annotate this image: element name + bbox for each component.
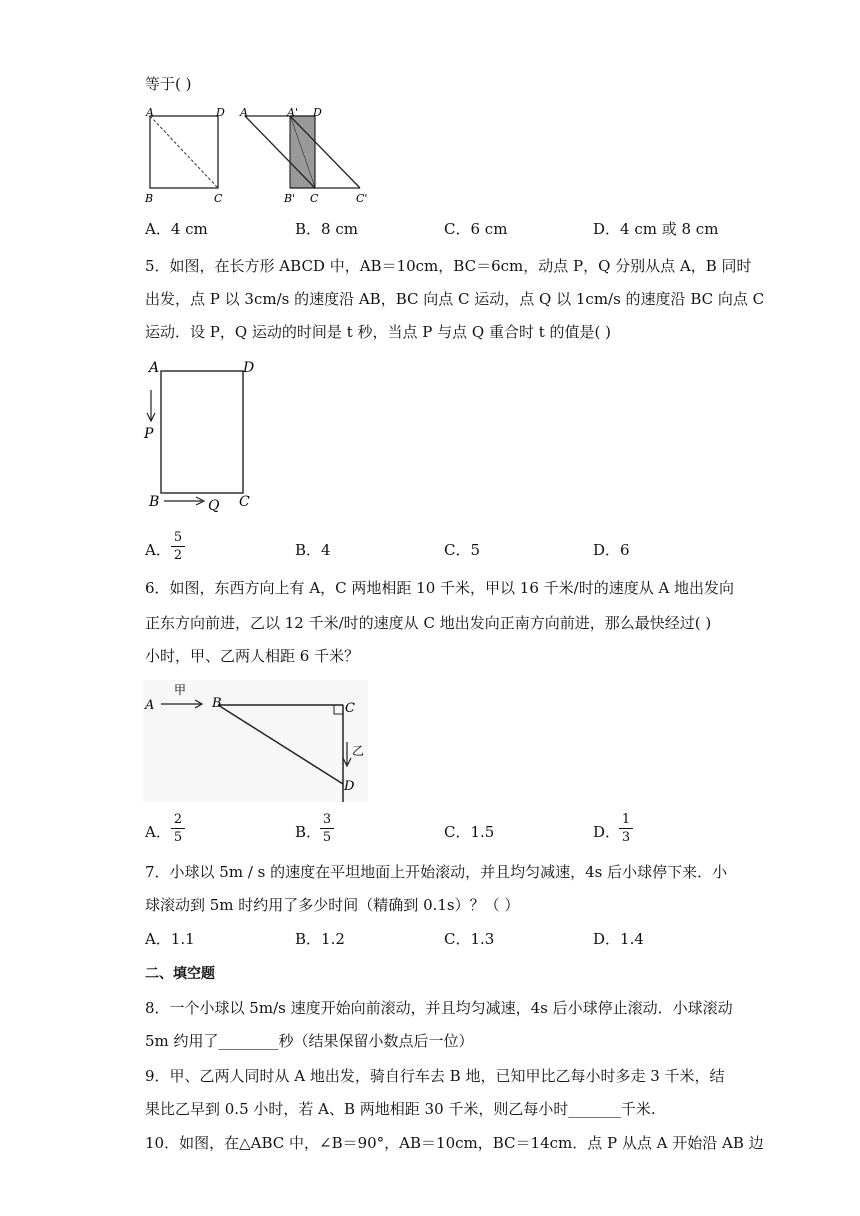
q6-label-b: B	[212, 696, 222, 711]
q5-line-2: 出发，点 P 以 3cm/s 的速度沿 AB，BC 向点 C 运动，点 Q 以 1cm/s 的速度沿 BC 向点 C	[145, 290, 765, 308]
q9-line-2: 果比乙早到 0.5 小时，若 A、B 两地相距 30 千米，则乙每小时_______千米.	[145, 1100, 656, 1118]
q4-label-b: B	[145, 192, 154, 205]
q8-line-2: 5m 约用了________秒（结果保留小数点后一位）	[145, 1032, 474, 1050]
q4-label-a2: A	[240, 106, 248, 119]
q4-option-d: D．4 cm 或 8 cm	[593, 220, 719, 238]
q5-line-1: 5．如图，在长方形 ABCD 中，AB＝10cm，BC＝6cm，动点 P，Q 分别从点 A，B 同时	[145, 257, 752, 275]
q7-line-1: 7．小球以 5m / s 的速度在平坦地面上开始滚动，并且均匀减速，4s 后小球停下来．小	[145, 863, 728, 881]
q6-option-d-numerator: 1	[621, 812, 631, 827]
q6-option-b-prefix: B．	[295, 823, 322, 841]
q6-figure	[143, 680, 368, 802]
q6-line-3: 小时，甲、乙两人相距 6 千米？	[145, 647, 360, 665]
q7-option-c: C．1.3	[444, 930, 495, 948]
q7-option-a: A．1.1	[145, 930, 195, 948]
q4-tail-text: 等于( )	[145, 75, 192, 93]
q5-option-d: D．6	[593, 541, 630, 559]
q6-label-a: A	[145, 698, 155, 713]
q5-label-c: C	[239, 494, 250, 510]
q8-line-1: 8．一个小球以 5m/s 速度开始向前滚动，并且均匀减速，4s 后小球停止滚动．小球滚动	[145, 999, 733, 1017]
q4-label-c2: C	[310, 192, 319, 205]
q5-label-q: Q	[208, 498, 220, 514]
q10-line-1: 10．如图，在△ABC 中，∠B＝90°，AB＝10cm，BC＝14cm．点 P 从点 A 开始沿 AB 边	[145, 1134, 764, 1152]
q7-line-2: 球滚动到 5m 时约用了多少时间（精确到 0.1s）？（ ）	[145, 896, 520, 914]
q4-label-c: C	[214, 192, 223, 205]
q6-option-d-fraction	[619, 812, 633, 845]
q5-option-b: B．4	[295, 541, 331, 559]
q6-option-a-fraction	[171, 812, 185, 845]
q6-option-d-denominator: 3	[621, 830, 631, 845]
q5-option-a-numerator: 5	[173, 530, 183, 545]
q6-line-2: 正东方向前进，乙以 12 千米/时的速度从 C 地出发向正南方向前进，那么最快经过( )	[145, 614, 712, 632]
q6-label-d: D	[344, 779, 355, 794]
q4-label-c-prime: C'	[356, 192, 368, 205]
q5-figure	[140, 358, 270, 516]
q5-label-p: P	[144, 426, 154, 442]
q4-option-b: B．8 cm	[295, 220, 358, 238]
q6-label-c: C	[345, 701, 355, 716]
q6-label-yi: 乙	[352, 744, 365, 758]
q6-option-a-denominator: 5	[173, 830, 183, 845]
q7-option-b: B．1.2	[295, 930, 345, 948]
q5-label-a: A	[149, 360, 160, 376]
q4-label-d: D	[216, 106, 225, 119]
q6-option-a-numerator: 2	[173, 812, 183, 827]
q6-option-a-prefix: A．	[145, 823, 171, 841]
q4-label-a-prime: A'	[287, 106, 298, 119]
q6-label-jia: 甲	[174, 683, 187, 697]
q6-line-1: 6．如图，东西方向上有 A，C 两地相距 10 千米，甲以 16 千米/时的速度从 A 地出发向	[145, 579, 735, 597]
q4-label-a: A	[146, 106, 154, 119]
q6-option-b-denominator: 5	[322, 830, 332, 845]
q5-label-d: D	[243, 360, 255, 376]
q4-label-b-prime: B'	[284, 192, 296, 205]
q5-option-a-fraction	[171, 530, 185, 563]
q5-line-3: 运动．设 P，Q 运动的时间是 t 秒，当点 P 与点 Q 重合时 t 的值是( )	[145, 323, 611, 341]
q5-option-c: C．5	[444, 541, 481, 559]
q5-option-a-denominator: 2	[173, 548, 183, 563]
q4-figure	[140, 104, 380, 208]
q9-line-1: 9．甲、乙两人同时从 A 地出发，骑自行车去 B 地，已知甲比乙每小时多走 3 千米，结	[145, 1067, 725, 1085]
q7-option-d: D．1.4	[593, 930, 644, 948]
q4-option-a: A．4 cm	[145, 220, 208, 238]
q4-label-d2: D	[313, 106, 322, 119]
q4-option-c: C．6 cm	[444, 220, 508, 238]
q6-option-d-prefix: D．	[593, 823, 621, 841]
q5-option-a-prefix: A．	[145, 541, 171, 559]
q5-label-b: B	[149, 494, 160, 510]
q6-option-b-numerator: 3	[322, 812, 332, 827]
section-heading-fill-in: 二、填空题	[145, 966, 215, 982]
q6-option-b-fraction	[320, 812, 334, 845]
q6-option-c: C．1.5	[444, 823, 495, 841]
